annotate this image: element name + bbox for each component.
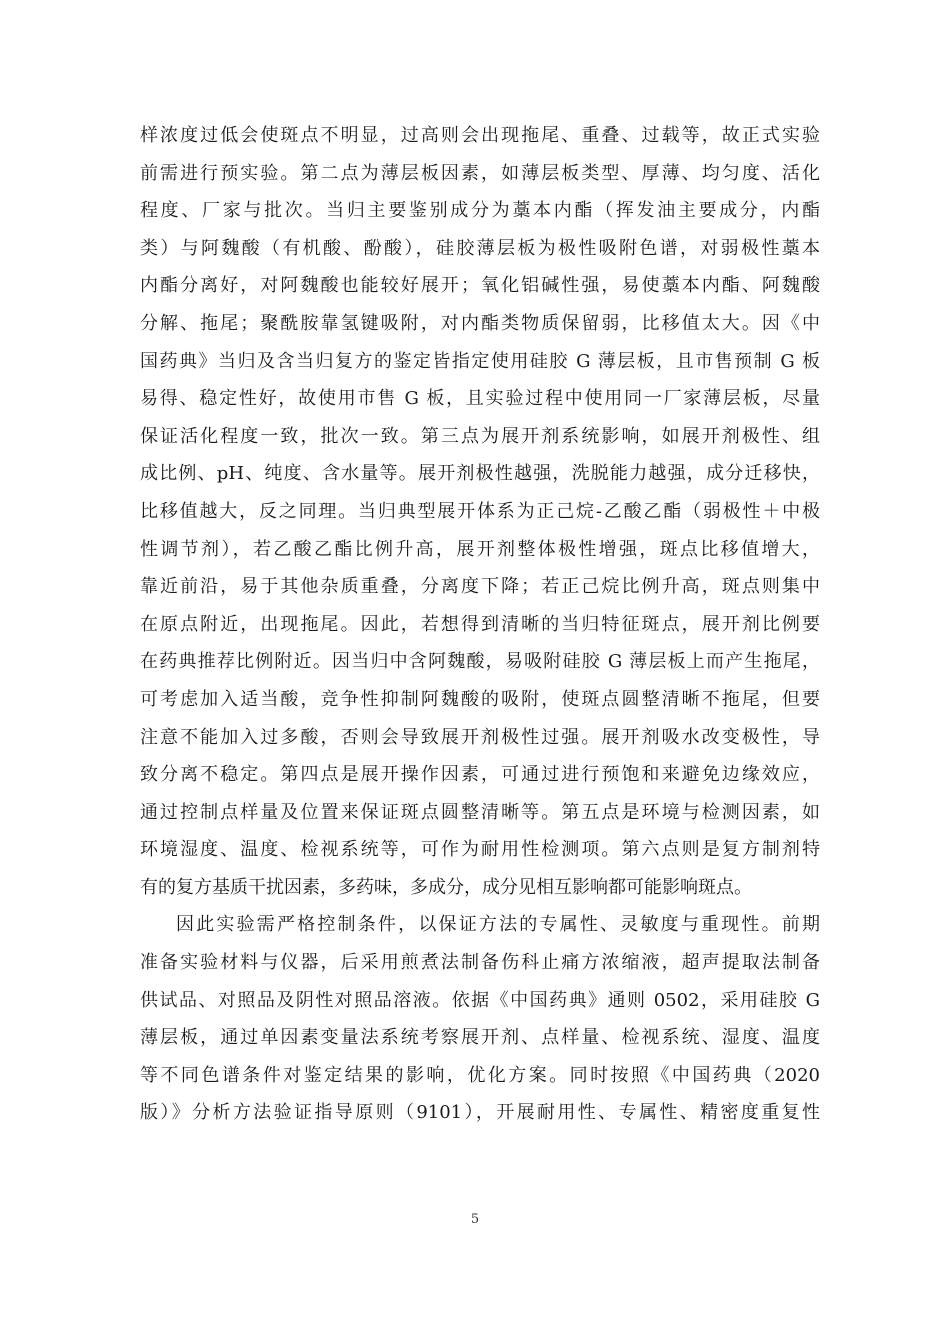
text-line: 通过控制点样量及位置来保证斑点圆整清晰等。第五点是环境与检测因素，如 <box>140 801 820 823</box>
text-line: 性调节剂），若乙酸乙酯比例升高，展开剂整体极性增强，斑点比移值增大， <box>140 538 820 560</box>
page-number: 5 <box>470 1212 480 1227</box>
text-line: 准备实验材料与仪器，后采用煎煮法制备伤科止痛方浓缩液，超声提取法制备 <box>140 952 820 974</box>
paragraph-2 <box>140 906 820 1132</box>
text-line: 薄层板，通过单因素变量法系统考察展开剂、点样量、检视系统、湿度、温度 <box>140 1027 820 1049</box>
text-line: 类）与阿魏酸（有机酸、酚酸），硅胶薄层板为极性吸附色谱，对弱极性藁本 <box>140 237 820 259</box>
text-line: 易得、稳定性好，故使用市售 G 板，且实验过程中使用同一厂家薄层板，尽量 <box>140 388 820 410</box>
paragraph-1 <box>140 117 820 906</box>
text-line: 致分离不稳定。第四点是展开操作因素，可通过进行预饱和来避免边缘效应， <box>140 764 820 786</box>
text-line: 等不同色谱条件对鉴定结果的影响，优化方案。同时按照《中国药典（2020 <box>140 1064 820 1086</box>
text-line: 成比例、pH、纯度、含水量等。展开剂极性越强，洗脱能力越强，成分迁移快， <box>140 463 820 485</box>
text-line: 比移值越大，反之同理。当归典型展开体系为正己烷-乙酸乙酯（弱极性＋中极 <box>140 500 820 522</box>
text-line: 环境湿度、温度、检视系统等，可作为耐用性检测项。第六点则是复方制剂特 <box>140 839 820 861</box>
text-line: 样浓度过低会使斑点不明显，过高则会出现拖尾、重叠、过载等，故正式实验 <box>140 125 820 146</box>
text-line: 版）》分析方法验证指导原则（9101），开展耐用性、专属性、精密度重复性 <box>140 1102 820 1124</box>
text-line: 在原点附近，出现拖尾。因此，若想得到清晰的当归特征斑点，展开剂比例要 <box>140 613 820 635</box>
text-line: 靠近前沿，易于其他杂质重叠，分离度下降；若正己烷比例升高，斑点则集中 <box>140 576 820 598</box>
text-line: 程度、厂家与批次。当归主要鉴别成分为藁本内酯（挥发油主要成分，内酯 <box>140 200 820 222</box>
text-line: 供试品、对照品及阴性对照品溶液。依据《中国药典》通则 0502，采用硅胶 G <box>140 989 820 1011</box>
text-line: 有的复方基质干扰因素，多药味，多成分，成分见相互影响都可能影响斑点。 <box>140 876 752 898</box>
text-line: 注意不能加入过多酸，否则会导致展开剂极性过强。展开剂吸水改变极性，导 <box>140 726 820 748</box>
body-text <box>140 117 820 1132</box>
text-line: 因此实验需严格控制条件，以保证方法的专属性、灵敏度与重现性。前期 <box>176 914 820 936</box>
text-line: 在药典推荐比例附近。因当归中含阿魏酸，易吸附硅胶 G 薄层板上而产生拖尾， <box>140 651 820 673</box>
text-line: 保证活化程度一致，批次一致。第三点为展开剂系统影响，如展开剂极性、组 <box>140 425 820 447</box>
text-line: 国药典》当归及含当归复方的鉴定皆指定使用硅胶 G 薄层板，且市售预制 G 板 <box>140 350 820 372</box>
text-line: 分解、拖尾；聚酰胺靠氢键吸附，对内酯类物质保留弱，比移值太大。因《中 <box>140 312 820 334</box>
text-line: 前需进行预实验。第二点为薄层板因素，如薄层板类型、厚薄、均匀度、活化 <box>140 162 820 184</box>
text-line: 可考虑加入适当酸，竞争性抑制阿魏酸的吸附，使斑点圆整清晰不拖尾，但要 <box>140 688 820 710</box>
text-line: 内酯分离好，对阿魏酸也能较好展开；氧化铝碱性强，易使藁本内酯、阿魏酸 <box>140 275 820 297</box>
